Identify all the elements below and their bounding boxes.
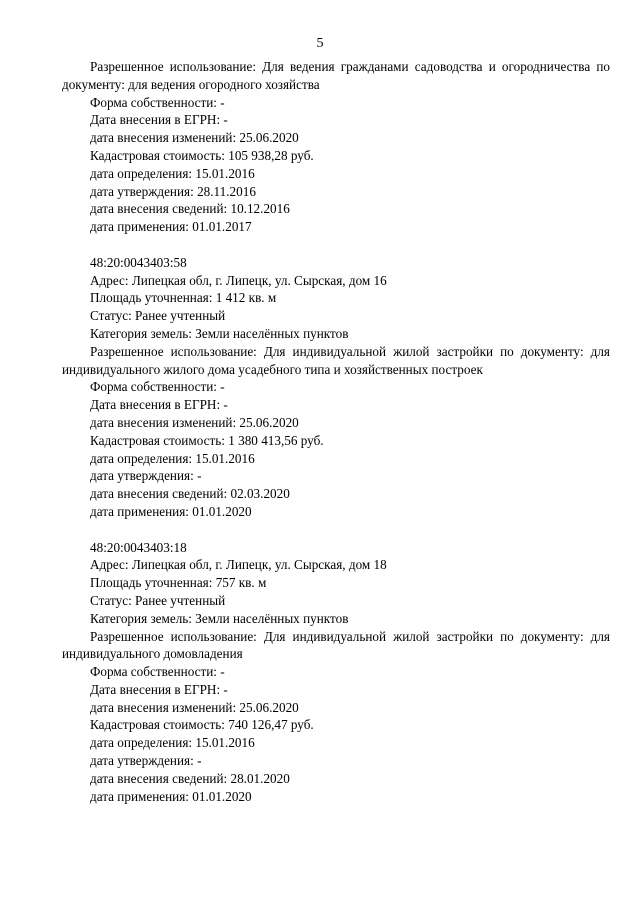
info-entry-date: дата внесения сведений: 10.12.2016 [90,201,290,217]
approval-date: дата утверждения: 28.11.2016 [90,183,256,199]
application-date: дата применения: 01.01.2020 [90,503,252,519]
cadastral-value: Кадастровая стоимость: 105 938,28 руб. [90,147,314,163]
address: Адрес: Липецкая обл, г. Липецк, ул. Сырская, дом 16 [90,272,387,288]
change-date: дата внесения изменений: 25.06.2020 [90,414,299,430]
status: Статус: Ранее учтенный [90,592,226,608]
page-number: 5 [316,36,324,51]
ownership-form: Форма собственности: - [90,94,225,110]
info-entry-date: дата внесения сведений: 02.03.2020 [90,486,290,502]
parcel-record [62,539,610,806]
permitted-use: Разрешенное использование: Для ведения гражданами садоводства и огородничества по документу: для ведения огородного хозяйства [62,59,610,92]
cadastral-value: Кадастровая стоимость: 740 126,47 руб. [90,717,314,733]
approval-date: дата утверждения: - [90,468,202,484]
application-date: дата применения: 01.01.2020 [90,788,252,804]
determination-date: дата определения: 15.01.2016 [90,450,255,466]
change-date: дата внесения изменений: 25.06.2020 [90,130,299,146]
cadastral-number: 48:20:0043403:58 [90,254,187,270]
cadastral-value: Кадастровая стоимость: 1 380 413,56 руб. [90,432,324,448]
egrn-entry-date: Дата внесения в ЕГРН: - [90,397,228,413]
determination-date: дата определения: 15.01.2016 [90,165,255,181]
ownership-form: Форма собственности: - [90,664,225,680]
permitted-use: Разрешенное использование: Для индивидуальной жилой застройки по документу: для индивидуального жилого дома усадебного типа и хозяйственных построек [62,343,610,377]
change-date: дата внесения изменений: 25.06.2020 [90,699,299,715]
area: Площадь уточненная: 757 кв. м [90,575,267,591]
land-category: Категория земель: Земли населённых пунктов [90,610,349,626]
approval-date: дата утверждения: - [90,753,202,769]
egrn-entry-date: Дата внесения в ЕГРН: - [90,681,228,697]
status: Статус: Ранее учтенный [90,308,226,324]
address: Адрес: Липецкая обл, г. Липецк, ул. Сырская, дом 18 [90,557,387,573]
determination-date: дата определения: 15.01.2016 [90,735,255,751]
document-content [62,58,610,805]
land-category: Категория земель: Земли населённых пунктов [90,325,349,341]
parcel-record [62,254,610,521]
permitted-use: Разрешенное использование: Для индивидуальной жилой застройки по документу: для индивидуального домовладения [62,628,610,662]
application-date: дата применения: 01.01.2017 [90,219,252,235]
egrn-entry-date: Дата внесения в ЕГРН: - [90,112,228,128]
cadastral-number: 48:20:0043403:18 [90,539,187,555]
info-entry-date: дата внесения сведений: 28.01.2020 [90,770,290,786]
parcel-record-continued [62,58,610,236]
area: Площадь уточненная: 1 412 кв. м [90,290,277,306]
ownership-form: Форма собственности: - [90,379,225,395]
